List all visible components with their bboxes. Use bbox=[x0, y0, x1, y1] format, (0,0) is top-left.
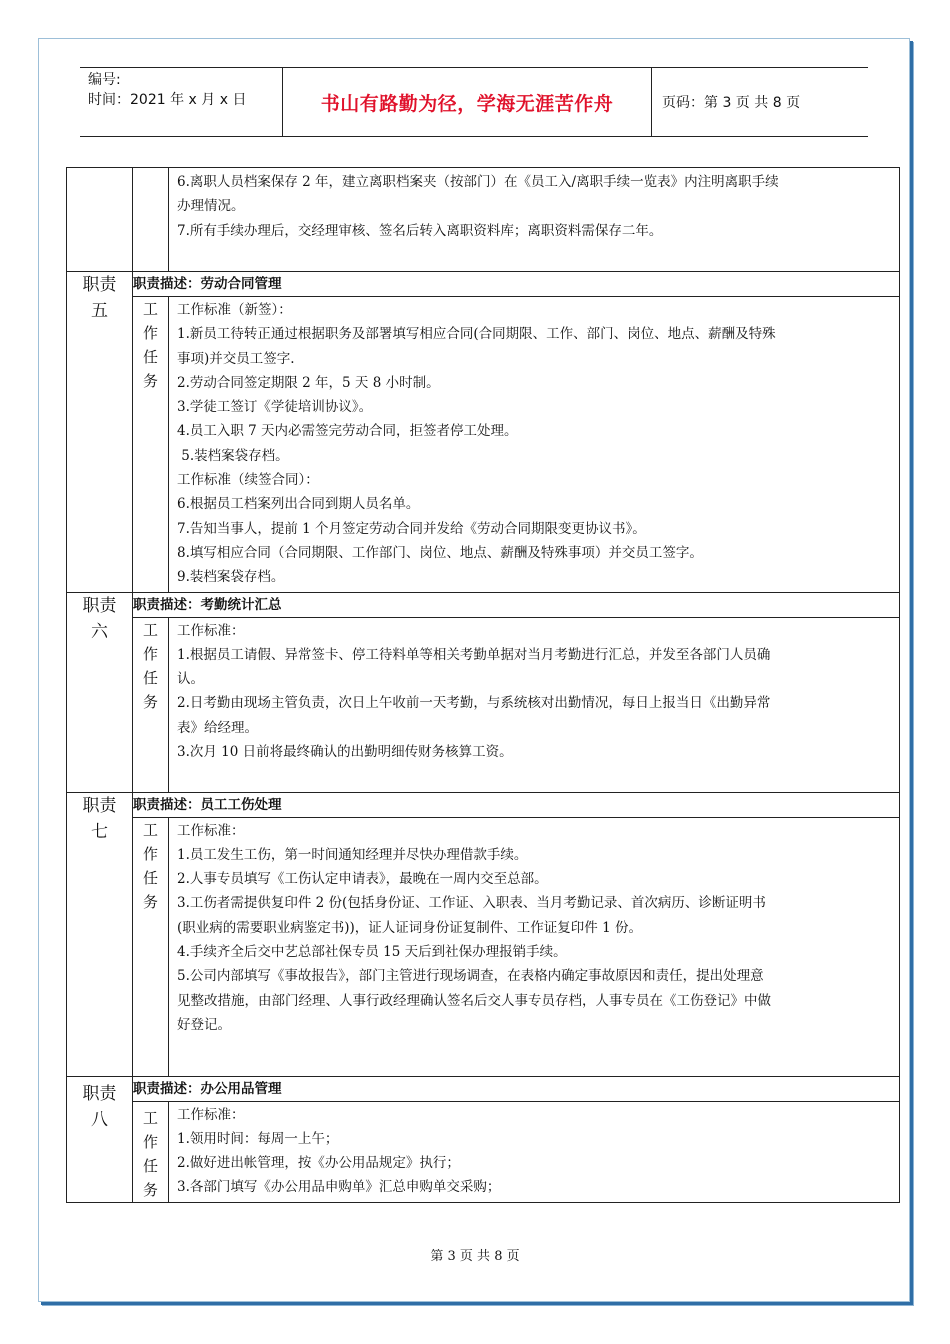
list-item: 3.工伤者需提供复印件 2 份(包括身份证、工作证、入职表、当月考勤记录、首次病历、诊断证明书 bbox=[177, 895, 766, 912]
list-item: 3.各部门填写《办公用品申购单》汇总申购单交采购； bbox=[177, 1179, 501, 1196]
list-item: 认。 bbox=[177, 671, 204, 688]
list-item: 4.员工入职 7 天内必需签完劳动合同，拒签者停工处理。 bbox=[177, 423, 518, 440]
list-item: 3.次月 10 日前将最终确认的出勤明细传财务核算工资。 bbox=[177, 744, 513, 761]
list-item: 1.根据员工请假、异常签卡、停工待料单等相关考勤单据对当月考勤进行汇总，并发至各部门人员确 bbox=[177, 646, 771, 663]
duty-5-description: 职责描述：劳动合同管理 bbox=[133, 272, 900, 297]
list-item: 4.手续齐全后交中艺总部社保专员 15 天后到社保办理报销手续。 bbox=[177, 944, 567, 961]
page-header bbox=[80, 67, 868, 137]
duty-table bbox=[66, 167, 900, 1203]
list-item: 办理情况。 bbox=[177, 198, 245, 215]
list-item: 9.装档案袋存档。 bbox=[177, 569, 285, 586]
continued-content bbox=[169, 168, 900, 272]
list-item: 事项)并交员工签字. bbox=[177, 350, 295, 367]
list-item: 5.装档案袋存档。 bbox=[177, 447, 289, 464]
list-item: 2.日考勤由现场主管负责，次日上午收前一天考勤，与系统核对出勤情况，每日上报当日《出勤异常 bbox=[177, 695, 771, 712]
list-item: 工作标准（续签合同）： bbox=[177, 472, 319, 489]
duty-5-task-label: 工 作 任 务 bbox=[133, 297, 169, 593]
duty-8-description: 职责描述：办公用品管理 bbox=[133, 1076, 900, 1101]
table-row-duty-7-desc bbox=[67, 792, 900, 817]
duty-5-title: 职责 五 bbox=[67, 272, 133, 593]
list-item: 表》给经理。 bbox=[177, 719, 258, 736]
table-row-duty-5-tasks bbox=[67, 297, 900, 593]
list-item: 2.人事专员填写《工伤认定申请表》，最晚在一周内交至总部。 bbox=[177, 871, 548, 888]
duty-cell-empty bbox=[67, 168, 133, 272]
list-item: 5.公司内部填写《事故报告》，部门主管进行现场调查，在表格内确定事故原因和责任，提出处理意 bbox=[177, 968, 764, 985]
duty-6-content bbox=[169, 617, 900, 792]
header-motto: 书山有路勤为径，学海无涯苦作舟 bbox=[282, 68, 652, 136]
list-item: 8.填写相应合同（合同期限、工作部门、岗位、地点、薪酬及特殊事项）并交员工签字。 bbox=[177, 544, 703, 561]
list-item: 1.新员工待转正通过根据职务及部署填写相应合同(合同期限、工作、部门、岗位、地点、薪酬及特殊 bbox=[177, 326, 776, 343]
list-item: 工作标准： bbox=[177, 622, 245, 639]
table-row-continued bbox=[67, 168, 900, 272]
list-item: (职业病的需要职业病鉴定书))，证人证词身份证复制件、工作证复印件 1 份。 bbox=[177, 919, 642, 936]
list-item: 2.做好进出帐管理，按《办公用品规定》执行； bbox=[177, 1155, 460, 1172]
page-footer: 第 3 页 共 8 页 bbox=[430, 1249, 520, 1264]
list-item: 1.领用时间：每周一上午； bbox=[177, 1130, 339, 1147]
duty-7-description: 职责描述：员工工伤处理 bbox=[133, 792, 900, 817]
duty-8-content bbox=[169, 1101, 900, 1202]
task-cell-empty bbox=[133, 168, 169, 272]
header-time-label: 时间：2021 年 x 月 x 日 bbox=[88, 92, 247, 108]
header-page-label: 页码：第 3 页 共 8 页 bbox=[662, 95, 801, 111]
header-code-label: 编号: bbox=[88, 72, 121, 88]
list-item: 好登记。 bbox=[177, 1016, 231, 1033]
list-item: 工作标准： bbox=[177, 822, 245, 839]
list-item: 见整改措施，由部门经理、人事行政经理确认签名后交人事专员存档，人事专员在《工伤登记》中做 bbox=[177, 992, 771, 1009]
duty-7-content bbox=[169, 817, 900, 1076]
duty-5-content bbox=[169, 297, 900, 593]
list-item: 1.员工发生工伤，第一时间通知经理并尽快办理借款手续。 bbox=[177, 846, 528, 863]
list-item: 6.离职人员档案保存 2 年，建立离职档案夹（按部门）在《员工入/离职手续一览表》内注明离职手续 bbox=[177, 174, 779, 190]
list-item: 7.所有手续办理后，交经理审核、签名后转入离职资料库；离职资料需保存二年。 bbox=[177, 222, 663, 239]
table-row-duty-5-desc bbox=[67, 272, 900, 297]
table-row-duty-7-tasks bbox=[67, 817, 900, 1076]
list-item: 工作标准： bbox=[177, 1106, 245, 1123]
list-item: 工作标准（新签）： bbox=[177, 302, 292, 318]
list-item: 3.学徒工签订《学徒培训协议》。 bbox=[177, 399, 373, 416]
table-row-duty-6-desc bbox=[67, 592, 900, 617]
duty-8-title: 职责 八 bbox=[67, 1076, 133, 1202]
duty-7-title: 职责 七 bbox=[67, 792, 133, 1076]
duty-6-title: 职责 六 bbox=[67, 592, 133, 792]
table-row-duty-8-desc bbox=[67, 1076, 900, 1101]
header-meta bbox=[80, 68, 282, 136]
table-row-duty-8-tasks bbox=[67, 1101, 900, 1202]
table-row-duty-6-tasks bbox=[67, 617, 900, 792]
list-item: 6.根据员工档案列出合同到期人员名单。 bbox=[177, 496, 420, 513]
duty-6-task-label: 工 作 任 务 bbox=[133, 617, 169, 792]
duty-6-description: 职责描述：考勤统计汇总 bbox=[133, 592, 900, 617]
duty-7-task-label: 工 作 任 务 bbox=[133, 817, 169, 1076]
list-item: 7.告知当事人，提前 1 个月签定劳动合同并发给《劳动合同期限变更协议书》。 bbox=[177, 520, 646, 537]
list-item: 2.劳动合同签定期限 2 年，5 天 8 小时制。 bbox=[177, 374, 440, 391]
duty-8-task-label: 工 作 任 务 bbox=[133, 1101, 169, 1202]
